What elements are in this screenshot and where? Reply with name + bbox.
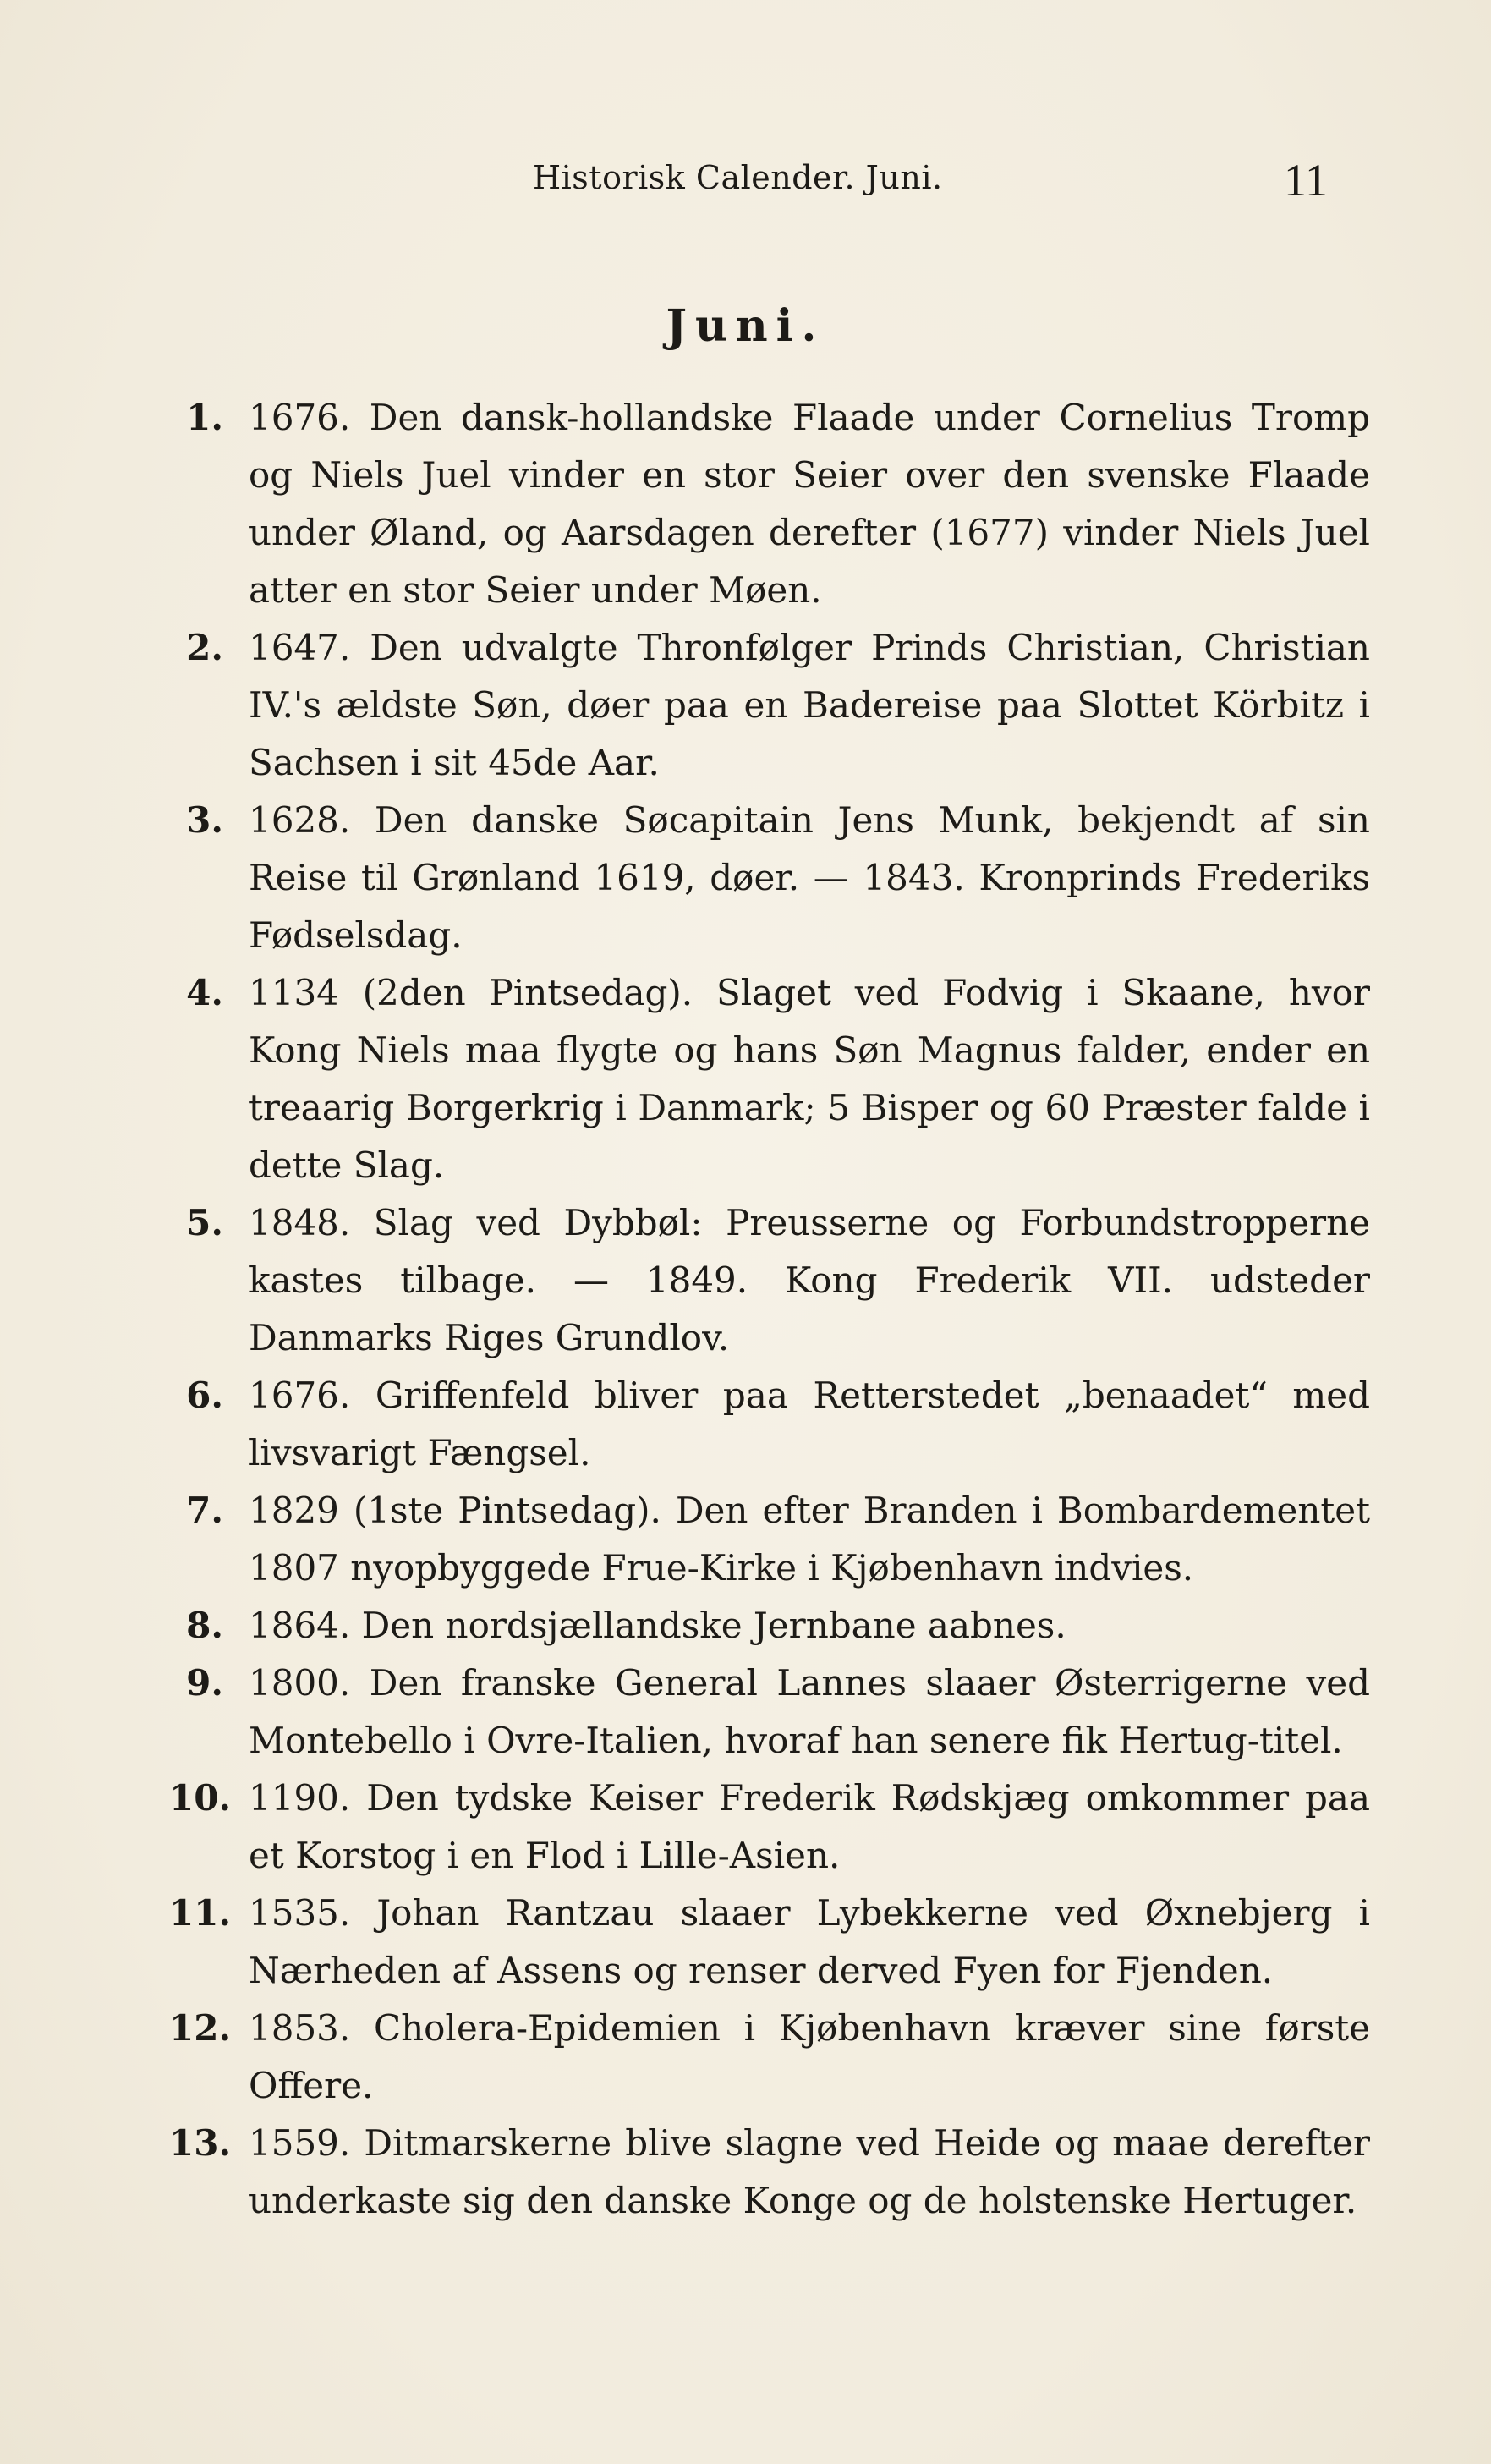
- page-number: 11: [1284, 155, 1328, 206]
- calendar-entry: [169, 1194, 1370, 1367]
- calendar-entry: [169, 792, 1370, 964]
- entry-text: 1853. Cholera-Epidemien i Kjøbenhavn kræver sine første Offere.: [249, 2007, 1370, 2106]
- calendar-entry: [169, 619, 1370, 792]
- entry-number: 5.: [186, 1202, 223, 1243]
- entry-text: 1848. Slag ved Dybbøl: Preusserne og Forbundstropperne kastes tilbage. — 1849. Kong Frederik VII. udsteder Danmarks Riges Grundlov.: [249, 1202, 1370, 1358]
- entry-number: 8.: [186, 1605, 223, 1646]
- entry-number: 9.: [186, 1662, 223, 1704]
- entry-text: 1134 (2den Pintsedag). Slaget ved Fodvig i Skaane, hvor Kong Niels maa flygte og hans Søn Magnus falder, ender en treaarig Borgerkrig i Danmark; 5 Bisper og 60 Præster falde i dette Slag.: [249, 972, 1370, 1186]
- calendar-entry: [169, 1367, 1370, 1482]
- calendar-entries: [169, 389, 1370, 2230]
- entry-text: 1676. Den dansk-hollandske Flaade under Cornelius Tromp og Niels Juel vinder en stor Seier over den svenske Flaade under Øland, og Aarsdagen derefter (1677) vinder Niels Juel atter en stor Seier under Møen.: [249, 397, 1370, 611]
- calendar-entry: [169, 1655, 1370, 1770]
- running-head-title: Historisk Calender. Juni.: [533, 159, 943, 196]
- entry-number: 2.: [186, 627, 223, 668]
- entry-number: 7.: [186, 1490, 223, 1531]
- entry-number: 4.: [186, 972, 223, 1013]
- entry-number: 1.: [186, 397, 223, 438]
- calendar-entry: [169, 2000, 1370, 2115]
- calendar-entry: [169, 1482, 1370, 1597]
- entry-number: 3.: [186, 799, 223, 841]
- calendar-entry: [169, 389, 1370, 619]
- entry-text: 1829 (1ste Pintsedag). Den efter Branden i Bombardementet 1807 nyopbyggede Frue-Kirke i Kjøbenhavn indvies.: [249, 1490, 1370, 1589]
- entry-text: 1628. Den danske Søcapitain Jens Munk, bekjendt af sin Reise til Grønland 1619, døer. — 1843. Kronprinds Frederiks Fødselsdag.: [249, 799, 1370, 956]
- entry-text: 1535. Johan Rantzau slaaer Lybekkerne ved Øxnebjerg i Nærheden af Assens og renser derved Fyen for Fjenden.: [249, 1892, 1370, 1991]
- month-heading: Juni.: [666, 300, 825, 352]
- entry-text: 1190. Den tydske Keiser Frederik Rødskjæg omkommer paa et Korstog i en Flod i Lille-Asien.: [249, 1777, 1370, 1876]
- running-head: [0, 155, 1491, 210]
- entry-number: 10.: [169, 1777, 232, 1819]
- entry-text: 1647. Den udvalgte Thronfølger Prinds Christian, Christian IV.'s ældste Søn, døer paa en Badereise paa Slottet Körbitz i Sachsen i sit 45de Aar.: [249, 627, 1370, 783]
- entry-text: 1800. Den franske General Lannes slaaer Østerrigerne ved Montebello i Ovre-Italien, hvoraf han senere fik Hertug-titel.: [249, 1662, 1370, 1761]
- entry-text: 1676. Griffenfeld bliver paa Retterstedet „benaadet“ med livsvarigt Fængsel.: [249, 1375, 1370, 1473]
- entry-text: 1559. Ditmarskerne blive slagne ved Heide og maae derefter underkaste sig den danske Konge og de holstenske Hertuger.: [249, 2122, 1370, 2221]
- entry-number: 13.: [169, 2122, 232, 2164]
- entry-number: 6.: [186, 1375, 223, 1416]
- calendar-entry: [169, 1597, 1370, 1655]
- calendar-entry: [169, 1885, 1370, 2000]
- calendar-entry: [169, 2115, 1370, 2230]
- calendar-entry: [169, 1770, 1370, 1885]
- entry-text: 1864. Den nordsjællandske Jernbane aabnes.: [249, 1605, 1066, 1646]
- entry-number: 11.: [169, 1892, 232, 1934]
- calendar-entry: [169, 964, 1370, 1194]
- entry-number: 12.: [169, 2007, 232, 2049]
